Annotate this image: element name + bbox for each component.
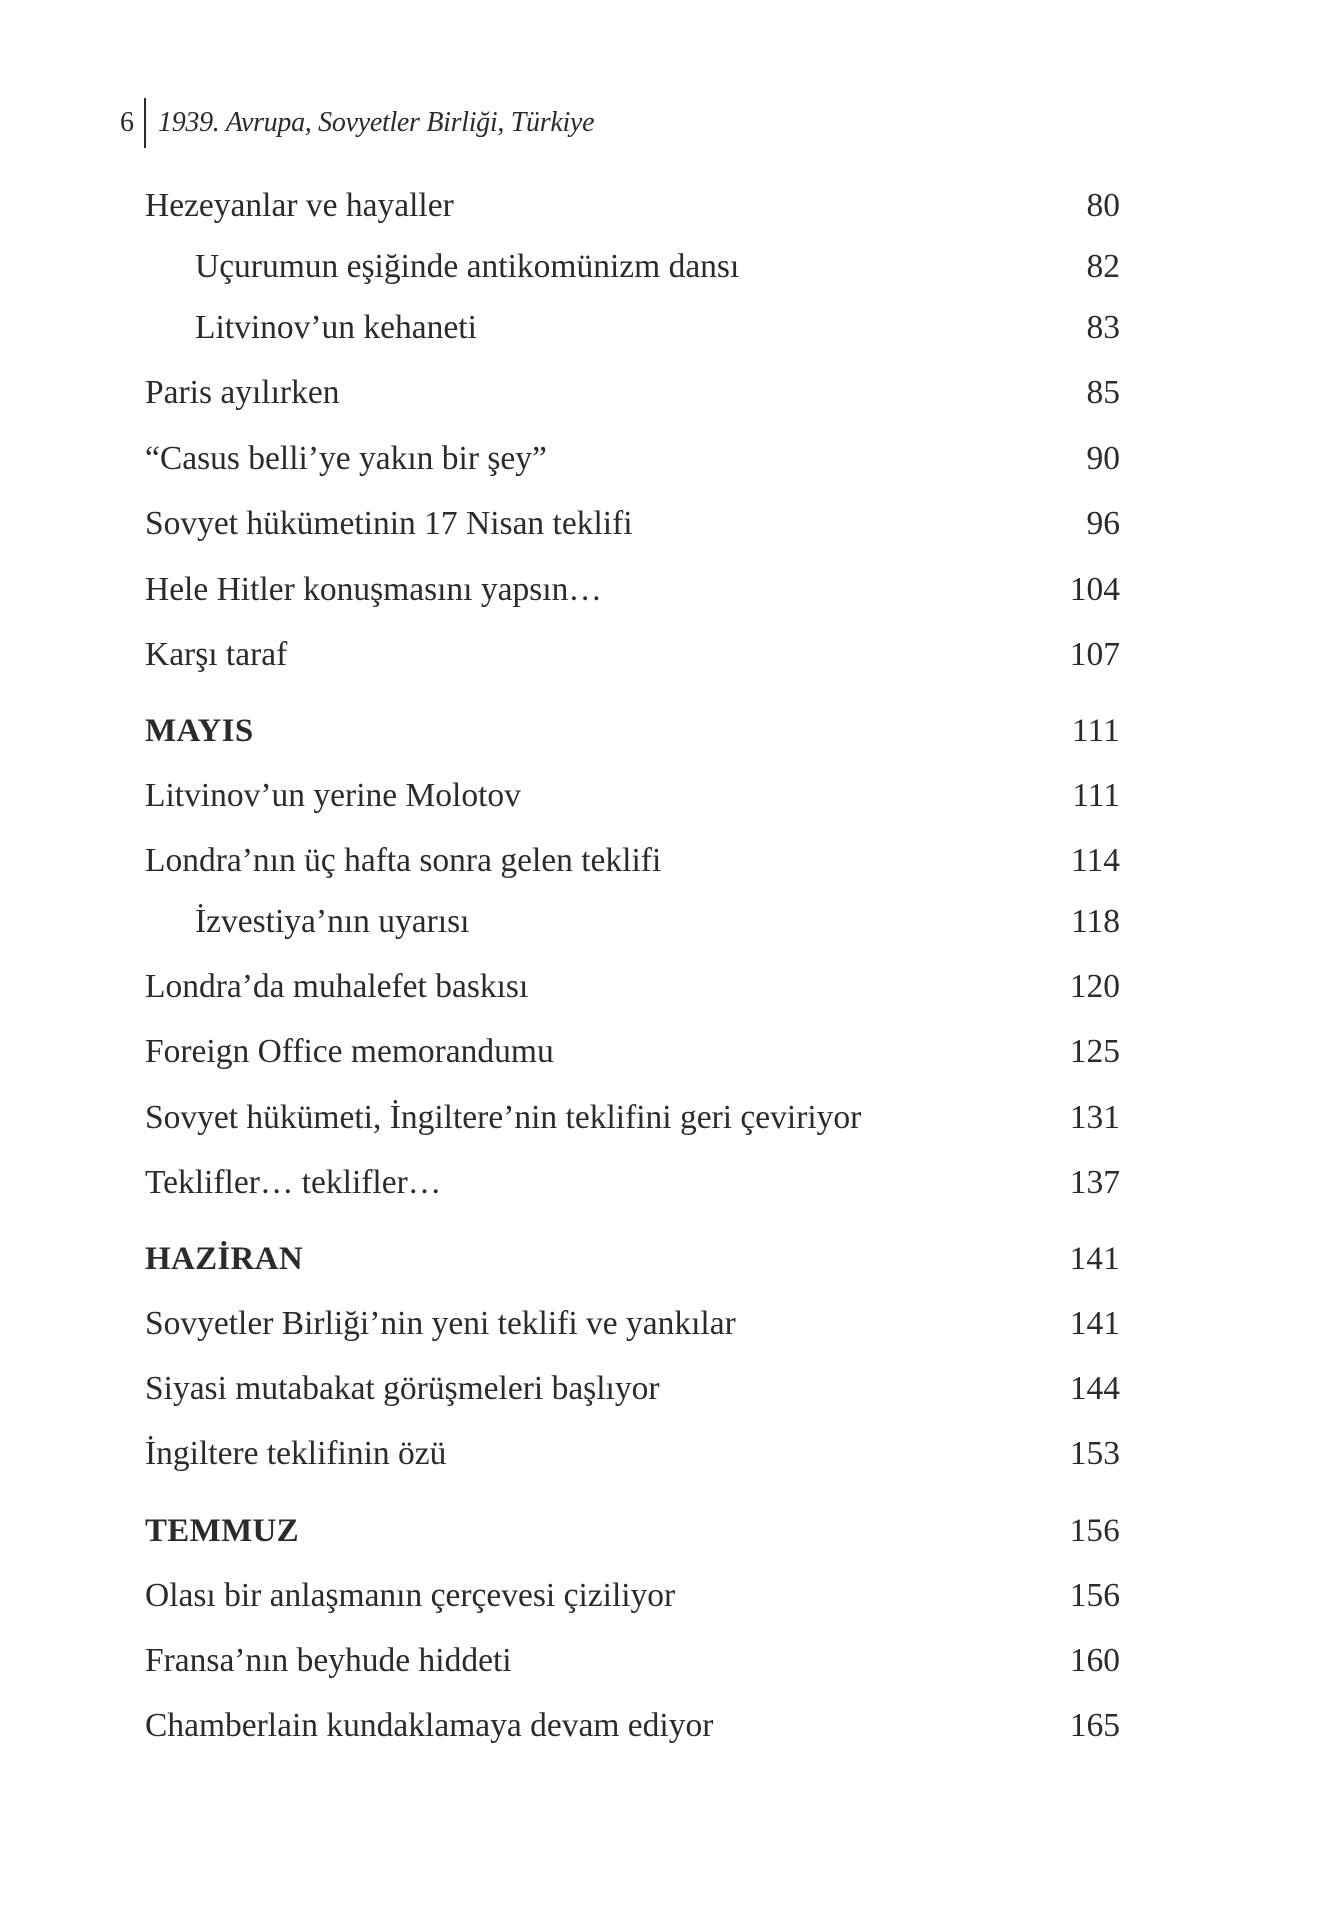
toc-entry-page: 111 [1072,777,1120,814]
toc-entry-page: 160 [1069,1642,1120,1679]
toc-entry-title: Chamberlain kundaklamaya devam ediyor [145,1707,714,1744]
toc-entry-title: Londra’da muhalefet baskısı [145,968,529,1005]
toc-entry-page: 165 [1069,1707,1120,1744]
toc-entry-page: 156 [1069,1577,1120,1614]
toc-entry-title: Uçurumun eşiğinde antikomünizm dansı [195,248,740,285]
toc-entry [145,1160,1120,1206]
toc-subentry [145,244,1120,290]
toc-entry-page: 118 [1070,903,1120,940]
toc-entry [145,1029,1120,1075]
toc-entry-page: 144 [1069,1370,1120,1407]
toc-section-title: MAYIS [145,713,254,749]
toc-entry-page: 82 [1086,248,1120,285]
page-number: 6 [120,107,134,138]
toc-entry-page: 153 [1069,1435,1120,1472]
toc-entry [145,1431,1120,1477]
toc-entry-page: 114 [1070,842,1120,879]
toc-subentry [145,899,1120,945]
toc-entry-title: Foreign Office memorandumu [145,1033,554,1070]
toc-entry-title: Siyasi mutabakat görüşmeleri başlıyor [145,1370,660,1407]
toc-entry-title: Fransa’nın beyhude hiddeti [145,1642,512,1679]
toc-entry [145,773,1120,819]
toc-entry-title: Sovyet hükümetinin 17 Nisan teklifi [145,505,633,542]
toc-entry-page: 131 [1069,1099,1120,1136]
toc-entry [145,964,1120,1010]
toc-entry-page: 111 [1072,713,1120,749]
toc-entry-title: “Casus belli’ye yakın bir şey” [145,440,547,477]
toc-entry-title: İngiltere teklifinin özü [145,1435,447,1472]
toc-subentry [145,305,1120,351]
toc-section-title: TEMMUZ [145,1513,299,1549]
toc-entry-page: 96 [1086,505,1120,542]
toc-entry [145,370,1120,416]
toc-entry-title: Londra’nın üç hafta sonra gelen teklifi [145,842,662,879]
toc-entry [145,567,1120,613]
toc-entry [145,183,1120,229]
toc-section-heading [145,1236,1120,1282]
toc-entry-title: Paris ayılırken [145,374,340,411]
toc-entry-title: Sovyet hükümeti, İngiltere’nin teklifini geri çeviriyor [145,1099,862,1136]
toc-entry-title: Olası bir anlaşmanın çerçevesi çiziliyor [145,1577,676,1614]
toc-entry [145,838,1120,884]
toc-entry-title: Karşı taraf [145,636,288,673]
toc-entry [145,1638,1120,1684]
toc-section-heading [145,708,1120,754]
toc-entry-title: Hezeyanlar ve hayaller [145,187,454,224]
toc-entry-title: Sovyetler Birliği’nin yeni teklifi ve yankılar [145,1305,736,1342]
toc-entry-page: 83 [1086,309,1120,346]
toc-entry-page: 80 [1086,187,1120,224]
toc-entry-page: 85 [1086,374,1120,411]
toc-entry [145,1573,1120,1619]
toc-entry-page: 156 [1069,1513,1120,1549]
toc-section-heading [145,1508,1120,1554]
toc-entry [145,1301,1120,1347]
toc-entry [145,632,1120,678]
toc-entry-title: Teklifler… teklifler… [145,1164,442,1201]
toc-entry-title: Litvinov’un kehaneti [195,309,477,346]
toc-entry-page: 104 [1069,571,1120,608]
toc-entry-page: 141 [1069,1241,1120,1277]
book-title: 1939. Avrupa, Sovyetler Birliği, Türkiye [158,107,595,138]
toc-entry-page: 120 [1069,968,1120,1005]
toc-entry-title: Hele Hitler konuşmasını yapsın… [145,571,602,608]
toc-entry-page: 141 [1069,1305,1120,1342]
toc-section-title: HAZİRAN [145,1241,303,1277]
toc-entry-page: 90 [1086,440,1120,477]
toc-entry [145,501,1120,547]
toc-entry [145,1095,1120,1141]
toc-entry-page: 125 [1069,1033,1120,1070]
toc-entry-page: 107 [1069,636,1120,673]
toc-entry-title: İzvestiya’nın uyarısı [195,903,470,940]
toc-entry-page: 137 [1069,1164,1120,1201]
toc-entry [145,1366,1120,1412]
toc-entry [145,436,1120,482]
toc-entry [145,1703,1120,1749]
toc-entry-title: Litvinov’un yerine Molotov [145,777,521,814]
